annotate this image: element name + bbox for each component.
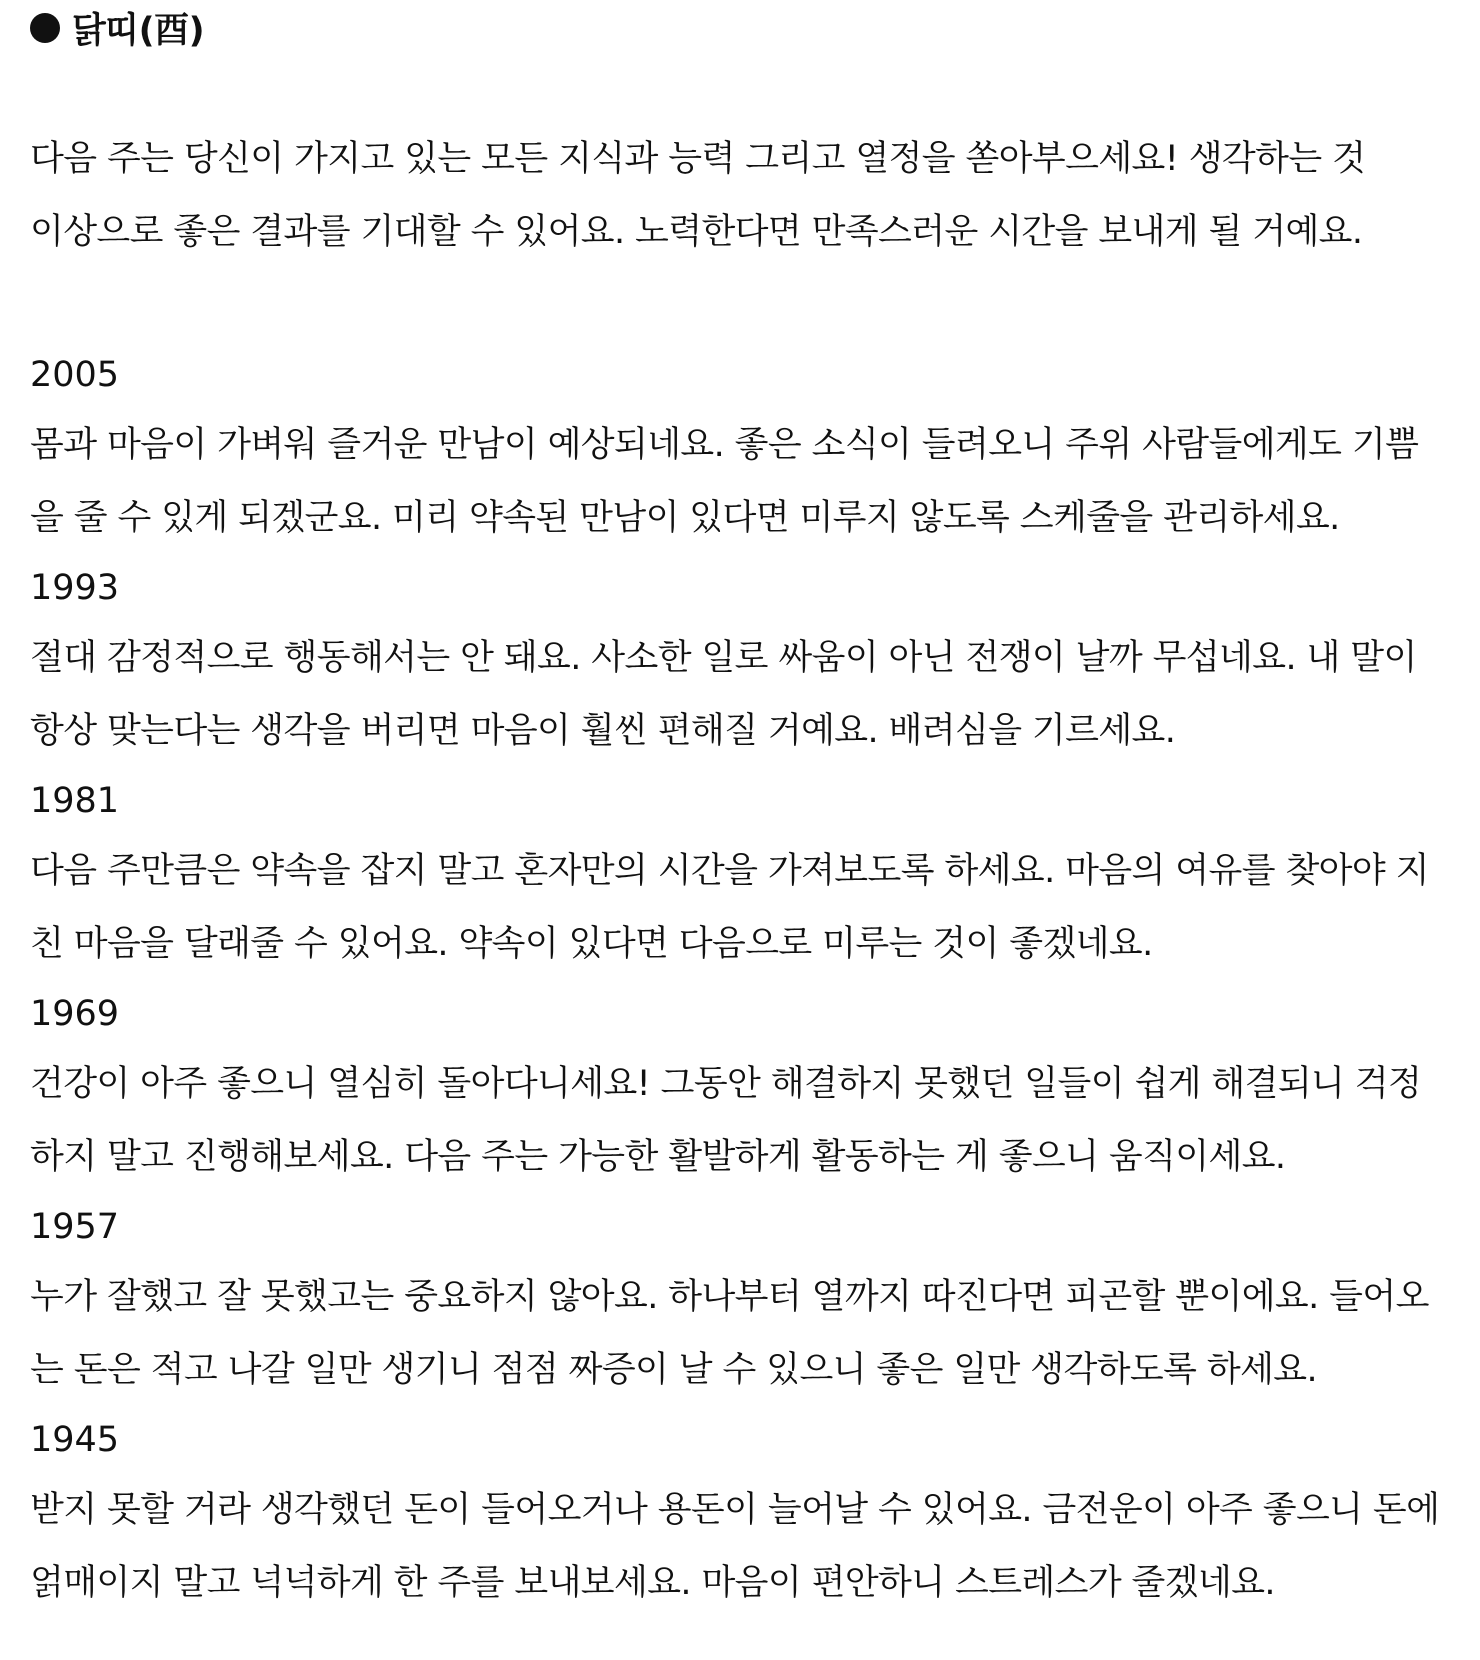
fortune-entry-2005 xyxy=(30,342,1450,555)
year-label: 1969 xyxy=(30,994,120,1034)
fortune-entry-1993 xyxy=(30,555,1450,768)
fortune-text: 몸과 마음이 가벼워 즐거운 만남이 예상되네요. 좋은 소식이 들려오니 주위 사람들에게도 기쁨을 줄 수 있게 되겠군요. 미리 약속된 만남이 있다면 미루지 않도록 스케줄을 관리하세요. xyxy=(30,425,1419,538)
fortune-text: 절대 감정적으로 행동해서는 안 돼요. 사소한 일로 싸움이 아닌 전쟁이 날까 무섭네요. 내 말이 항상 맞는다는 생각을 버리면 마음이 훨씬 편해질 거예요. 배려심을 기르세요. xyxy=(30,638,1417,751)
year-label: 1957 xyxy=(30,1207,120,1247)
year-label: 1981 xyxy=(30,781,120,821)
year-label: 2005 xyxy=(30,355,120,395)
fortune-entry-1945 xyxy=(30,1407,1450,1620)
fortune-entry-1957 xyxy=(30,1194,1450,1407)
year-label: 1993 xyxy=(30,568,120,608)
fortune-entry-1969 xyxy=(30,981,1450,1194)
section-title xyxy=(30,0,1450,56)
black-circle-icon xyxy=(30,13,60,43)
fortune-text: 받지 못할 거라 생각했던 돈이 들어오거나 용돈이 늘어날 수 있어요. 금전운이 아주 좋으니 돈에 얽매이지 말고 넉넉하게 한 주를 보내보세요. 마음이 편안하니 스트레스가 줄겠네요. xyxy=(30,1490,1440,1603)
zodiac-title: 닭띠(酉) xyxy=(72,11,205,51)
fortune-text: 건강이 아주 좋으니 열심히 돌아다니세요! 그동안 해결하지 못했던 일들이 쉽게 해결되니 걱정하지 말고 진행해보세요. 다음 주는 가능한 활발하게 활동하는 게 좋으니 움직이세요. xyxy=(30,1064,1422,1177)
fortune-text: 다음 주만큼은 약속을 잡지 말고 혼자만의 시간을 가져보도록 하세요. 마음의 여유를 찾아야 지친 마음을 달래줄 수 있어요. 약속이 있다면 다음으로 미루는 것이 좋겠네요. xyxy=(30,851,1429,964)
fortune-text: 누가 잘했고 잘 못했고는 중요하지 않아요. 하나부터 열까지 따진다면 피곤할 뿐이에요. 들어오는 돈은 적고 나갈 일만 생기니 점점 짜증이 날 수 있으니 좋은 일만 생각하도록 하세요. xyxy=(30,1277,1429,1390)
intro-paragraph: 다음 주는 당신이 가지고 있는 모든 지식과 능력 그리고 열정을 쏟아부으세요! 생각하는 것 이상으로 좋은 결과를 기대할 수 있어요. 노력한다면 만족스러운 시간을 보내게 될 거예요. xyxy=(30,139,1366,252)
fortune-entry-1981 xyxy=(30,768,1450,981)
year-fortune-list xyxy=(30,342,1450,1620)
year-label: 1945 xyxy=(30,1420,120,1460)
